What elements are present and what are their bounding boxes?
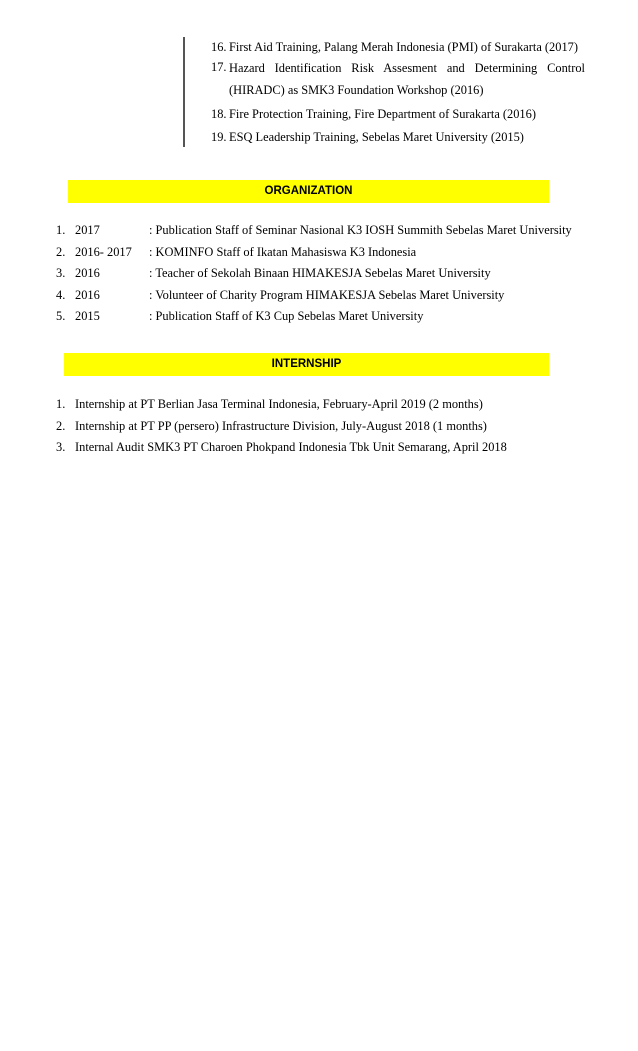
list-item (56, 263, 616, 285)
item-year: 2016- 2017 (75, 244, 132, 259)
internship-heading: INTERNSHIP (64, 353, 549, 376)
item-text: : Volunteer of Charity Program HIMAKESJA Sebelas Maret University (149, 287, 505, 302)
list-item (56, 306, 616, 328)
item-text: First Aid Training, Palang Merah Indonesia (PMI) of Surakarta (2017) (229, 40, 578, 54)
list-item (56, 416, 616, 438)
item-number: 2. (56, 418, 66, 433)
item-number: 3. (56, 440, 66, 455)
item-text: Hazard Identification Risk Assesment and Determining Control (HIRADC) as SMK3 Foundation Workshop (2016) (229, 61, 585, 97)
internship-list (56, 394, 616, 459)
organization-list (56, 220, 616, 328)
item-number: 18. (211, 107, 227, 121)
list-item (56, 285, 616, 307)
item-text: Fire Protection Training, Fire Department of Surakarta (2016) (229, 107, 536, 121)
item-number: 19. (211, 130, 227, 144)
list-item (56, 437, 616, 459)
item-year: 2015 (75, 309, 100, 324)
item-text: : Publication Staff of Seminar Nasional K3 IOSH Summith Sebelas Maret University (149, 223, 572, 237)
list-item (211, 57, 585, 101)
item-year: 2016 (75, 287, 100, 302)
item-text: Internship at PT Berlian Jasa Terminal Indonesia, February-April 2019 (2 months) (75, 397, 483, 411)
item-year: 2016 (75, 266, 100, 281)
list-item (56, 242, 616, 264)
list-item (56, 220, 616, 242)
item-number: 5. (56, 309, 66, 324)
item-year: 2017 (75, 223, 100, 237)
item-text: : KOMINFO Staff of Ikatan Mahasiswa K3 Indonesia (149, 244, 417, 259)
item-text: ESQ Leadership Training, Sebelas Maret University (2015) (229, 130, 524, 144)
item-number: 2. (56, 244, 66, 259)
item-number: 4. (56, 287, 66, 302)
item-text: Internship at PT PP (persero) Infrastructure Division, July-August 2018 (1 months) (75, 418, 487, 433)
item-number: 1. (56, 397, 66, 411)
section-divider-line (183, 37, 185, 147)
list-item (211, 127, 585, 147)
item-text: : Publication Staff of K3 Cup Sebelas Maret University (149, 309, 424, 324)
item-number: 1. (56, 223, 66, 237)
item-number: 16. (211, 40, 227, 54)
item-text: Internal Audit SMK3 PT Charoen Phokpand Indonesia Tbk Unit Semarang, April 2018 (75, 440, 507, 455)
list-item (211, 37, 585, 57)
item-number: 3. (56, 266, 66, 281)
list-item (211, 104, 585, 124)
item-number: 17. (211, 60, 227, 74)
organization-heading: ORGANIZATION (68, 180, 549, 203)
list-item (56, 394, 616, 416)
item-text: : Teacher of Sekolah Binaan HIMAKESJA Sebelas Maret University (149, 266, 491, 281)
training-list (211, 37, 585, 147)
